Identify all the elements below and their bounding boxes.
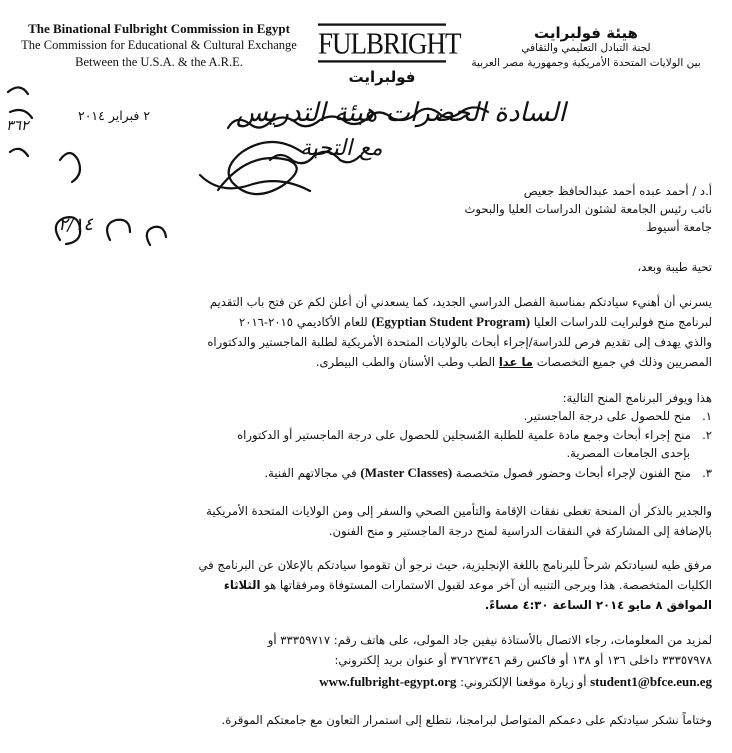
letterhead-en-line: The Commission for Educational & Cultural Exchange xyxy=(21,38,297,52)
deadline-date: الموافق ٨ مايو ٢٠١٤ الساعة ٤:٣٠ مساءً. xyxy=(484,598,712,612)
grant-number: ٢ xyxy=(705,428,712,442)
contact-website[interactable]: www.fulbright-egypt.org xyxy=(319,674,457,689)
signature-tail xyxy=(200,175,310,191)
grant-item-2-cont: بإحدى الجامعات المصرية. xyxy=(566,446,690,460)
letter-date: ٢ فبراير ٢٠١٤ xyxy=(78,108,151,123)
english-letterhead xyxy=(14,20,304,71)
contact-line1: لمزيد من المعلومات، رجاء الاتصال بالأستاذة نيفين جاد المولى، على هاتف رقم: ٣٣٣٥٩٧١٧ أو xyxy=(267,633,712,647)
grant-number: ١ xyxy=(705,409,712,423)
contact-line2: ٣٣٣٥٧٩٧٨ داخلى ١٣٦ أو ١٣٨ أو فاكس رقم ٣٧٦٢٧٣٤٦ أو عنوان بريد إلكتروني: xyxy=(334,653,712,667)
recipient-name: أ.د / أحمد عبده أحمد عبدالحافظ جعيص xyxy=(523,184,712,198)
letterhead-ar-line: هيئة فولبرايت xyxy=(534,24,638,42)
salutation: تحية طيبة وبعد، xyxy=(637,260,712,274)
handwritten-note-line1: السادة الحضرات هيئة التدريس xyxy=(236,98,566,128)
grant-item-3: ٣. منح الفنون لإجراء أبحاث وحضور فصول متخصصة (Master Classes) في مجالاتهم الفنية. xyxy=(264,465,712,480)
paragraph1-line2 xyxy=(239,314,712,330)
paragraph1-line4 xyxy=(316,354,712,370)
p1-line4-post: الطب وطب الأسنان والطب البيطرى. xyxy=(315,355,496,369)
signature-loop xyxy=(218,142,302,194)
master-classes: (Master Classes) xyxy=(360,465,453,480)
letterhead-en-line: Between the U.S.A. & the A.R.E. xyxy=(75,55,243,69)
handwritten-note-line2: مع التحية xyxy=(300,136,383,161)
grant-text: منح للحصول على درجة الماجستير. xyxy=(523,409,692,423)
paragraph1-line1: يسرني أن أهنيء سيادتكم بمناسبة الفصل الدراسي الجديد، كما يسعدني أن أعلن لكم عن فتح باب التقديم xyxy=(209,295,712,309)
recipient-university: جامعة أسيوط xyxy=(646,220,712,234)
letterhead-ar-line: لجنة التبادل التعليمي والثقافي xyxy=(521,42,651,54)
paragraph2-line2: بالإضافة إلى المشاركة في النفقات الدراسية لمنح درجة الماجستير و منح الفنون. xyxy=(328,524,712,538)
fulbright-logo xyxy=(318,25,461,86)
closing-line: وختاماً نشكر سيادتكم على دعمكم المتواصل لبرامجنا، نتطلع إلى استمرار التعاون مع جامعتكم الموقرة. xyxy=(221,713,712,727)
p1-line2-post: للعام الأكاديمي ٢٠١٥-٢٠١٦ xyxy=(238,315,368,329)
program-name: (Egyptian Student Program) xyxy=(371,314,531,329)
p1-line2-pre: لبرنامج منح فولبرايت للدراسات العليا xyxy=(533,315,712,329)
grant-text: منح الفنون لإجراء أبحاث وحضور فصول متخصصة xyxy=(455,466,692,480)
grants-intro: هذا ويوفر البرنامج المنح التالية: xyxy=(562,391,712,405)
contact-line3-mid: أو زيارة موقعنا الإلكتروني: xyxy=(460,675,587,689)
arabic-letterhead xyxy=(446,26,726,71)
grant-item-2: ٢. منح إجراء أبحاث وجمع مادة علمية للطلبة المُسجلين للحصول على درجة الماجستير أو الدكتوراه xyxy=(237,428,712,442)
paragraph3-line1: مرفق طيه لسيادتكم شرحاً للبرنامج باللغة الإنجليزية، حيث نرجو أن تقوموا سيادتكم بالإعلان عن البرنامج في xyxy=(198,558,712,572)
paragraph2-line1: والجدير بالذكر أن المنحة تغطى نفقات الإقامة والتأمين الصحي والسفر إلى ومن الولايات المتحدة الأمريكية xyxy=(206,504,712,518)
p1-line4-pre: المصريين وذلك في جميع التخصصات xyxy=(536,355,712,369)
logo-latin-text: FULBRIGHT xyxy=(318,23,446,62)
grant-number: ٣ xyxy=(705,466,712,480)
p1-except: ما عدا xyxy=(498,355,533,369)
letterhead-en-line: The Binational Fulbright Commission in Egypt xyxy=(28,21,290,36)
paragraph1-line3: والذي يهدف إلى تقديم فرص للدراسة/إجراء أبحاث بالولايات المتحدة الأمريكية لطلبة الماجستير والدكتوراه xyxy=(207,335,712,349)
recipient-title: نائب رئيس الجامعة لشئون الدراسات العليا والبحوث xyxy=(464,202,712,216)
paragraph3-line2 xyxy=(224,577,712,593)
grant-item-1: ١. منح للحصول على درجة الماجستير. xyxy=(523,409,712,423)
grant-text-post: في مجالاتهم الفنية. xyxy=(264,466,357,480)
contact-line3 xyxy=(319,674,712,690)
handwritten-corner-number: ٣٦٢ xyxy=(6,118,29,134)
handwritten-margin-number: ٢/١٤ xyxy=(58,214,94,235)
margin-mark-4 xyxy=(147,227,166,245)
logo-arabic-text: فولبرايت xyxy=(348,68,416,86)
margin-mark-1 xyxy=(60,153,80,182)
p3-line2-pre: الكليات المتخصصة. هذا ويرجى التنبيه أن آخر موعد لقبول الاستمارات المستوفاة ومرفقاتها هو xyxy=(264,578,712,592)
margin-mark-3 xyxy=(107,220,130,240)
deadline-day: الثلاثاء xyxy=(223,578,261,592)
contact-email[interactable]: student1@bfce.eun.eg xyxy=(590,674,712,689)
letterhead-ar-line: بين الولايات المتحدة الأمريكية وجمهورية مصر العربية xyxy=(471,57,701,69)
grant-text: منح إجراء أبحاث وجمع مادة علمية للطلبة المُسجلين للحصول على درجة الماجستير أو الدكتوراه xyxy=(237,428,692,442)
